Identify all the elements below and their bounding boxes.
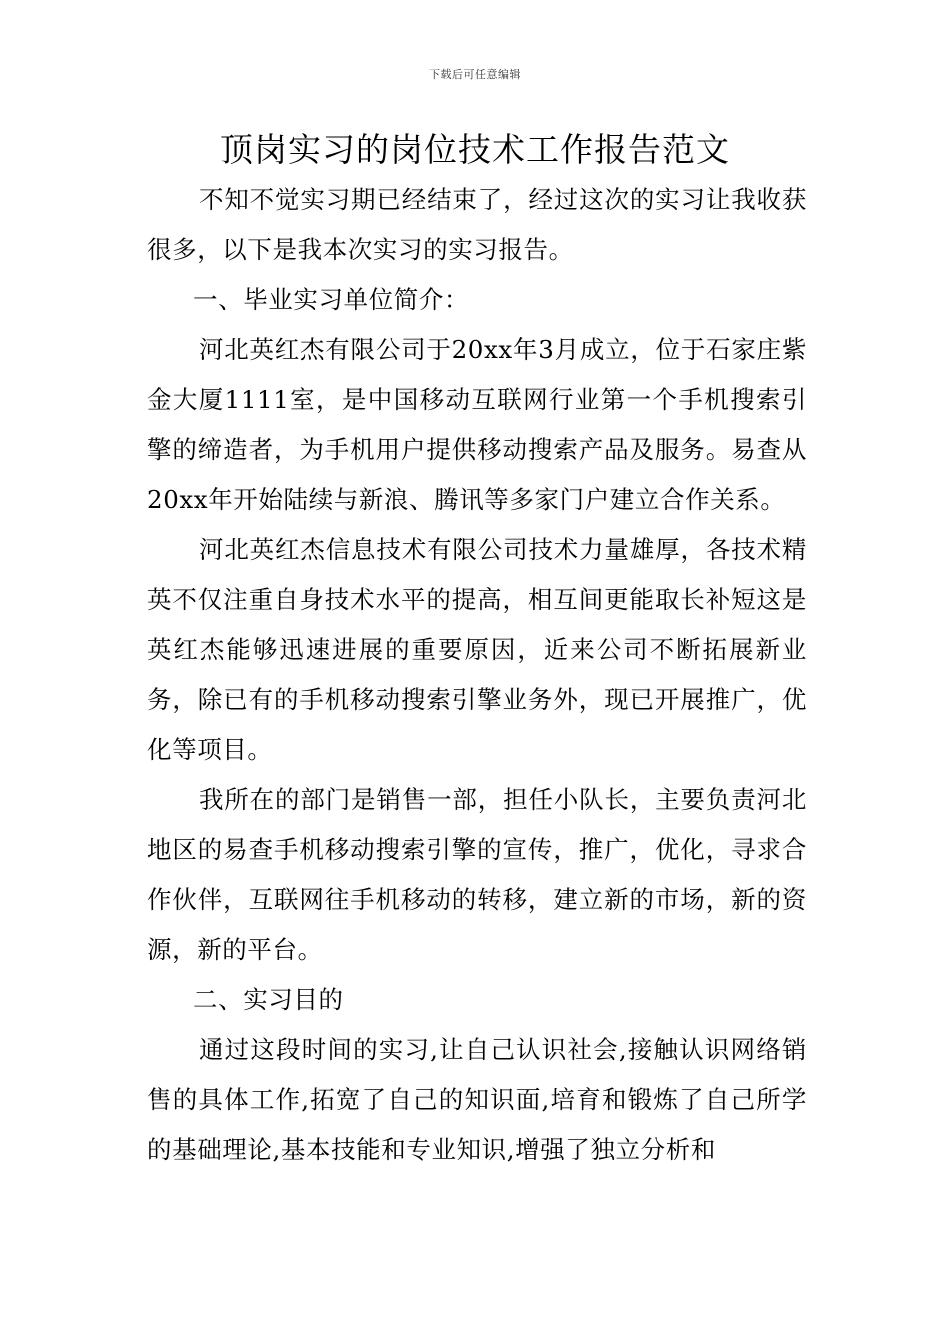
- company-paragraph-2: 河北英红杰信息技术有限公司技术力量雄厚，各技术精英不仅注重自身技术水平的提高，相互间更能取长补短这是英红杰能够迅速进展的重要原因，近来公司不断拓展新业务，除已有的手机移动搜索引擎业务外，现已开展推广，优化等项目。: [147, 535, 807, 764]
- document-title: 顶岗实习的岗位技术工作报告范文: [220, 130, 730, 169]
- department-paragraph: 我所在的部门是销售一部，担任小队长，主要负责河北地区的易查手机移动搜索引擎的宣传，推广，优化，寻求合作伙伴，互联网往手机移动的转移，建立新的市场，新的资源，新的平台。: [147, 785, 807, 964]
- intro-paragraph: 不知不觉实习期已经结束了，经过这次的实习让我收获很多，以下是我本次实习的实习报告。: [147, 185, 807, 264]
- section-heading-purpose: 二、实习目的: [193, 985, 344, 1014]
- company-paragraph-1: 河北英红杰有限公司于20xx年3月成立，位于石家庄紫金大厦1111室，是中国移动互联网行业第一个手机搜索引擎的缔造者，为手机用户提供移动搜索产品及服务。易查从20xx年开始陆续与新浪、腾讯等多家门户建立合作关系。: [147, 335, 807, 514]
- purpose-paragraph: 通过这段时间的实习,让自己认识社会,接触认识网络销售的具体工作,拓宽了自己的知识面,培育和锻炼了自己所学的基础理论,基本技能和专业知识,增强了独立分析和: [147, 1035, 807, 1164]
- header-note: 下载后可任意编辑: [429, 68, 521, 81]
- section-heading-company-intro: 一、毕业实习单位简介：: [193, 285, 470, 314]
- document-body: [147, 175, 807, 1175]
